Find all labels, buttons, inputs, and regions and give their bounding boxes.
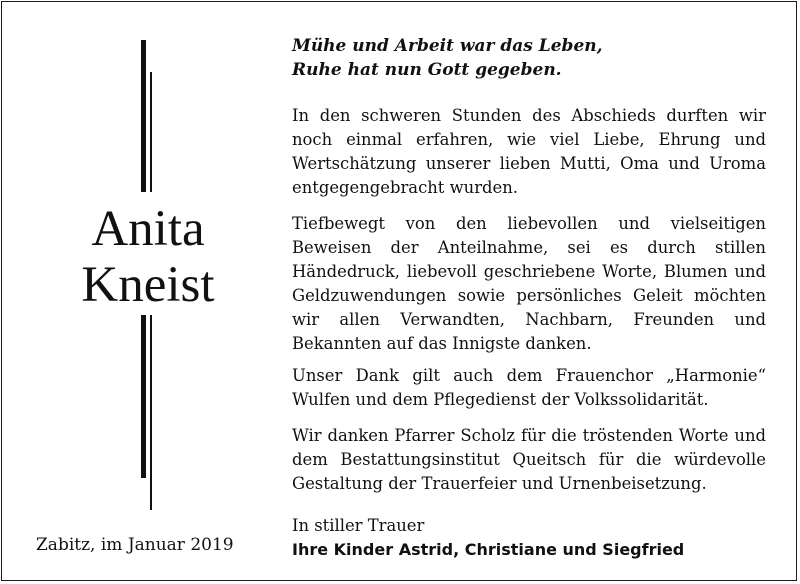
motto-verse bbox=[292, 34, 772, 82]
decorative-rule-bottom-thick bbox=[141, 315, 146, 478]
deceased-last-name: Kneist bbox=[81, 257, 215, 313]
decorative-rule-top-thin bbox=[150, 72, 152, 192]
motto-line: Mühe und Arbeit war das Leben, bbox=[292, 36, 603, 56]
decorative-rule-top-thick bbox=[141, 40, 146, 192]
thanks-paragraph: Wir danken Pfarrer Scholz für die tröstenden Worte und dem Bestattungsinstitut Queitsch für die würdevolle Gestaltung der Trauerfeier und Urnenbeisetzung. bbox=[292, 426, 766, 493]
closing-phrase: In stiller Trauer bbox=[292, 516, 425, 535]
obituary-card bbox=[1, 1, 797, 581]
thanks-paragraph: Unser Dank gilt auch dem Frauenchor „Harmonie“ Wulfen und dem Pflegedienst der Volkssolidarität. bbox=[292, 366, 766, 409]
deceased-first-name: Anita bbox=[91, 201, 205, 257]
place-and-date: Zabitz, im Januar 2019 bbox=[36, 535, 234, 555]
motto-line: Ruhe hat nun Gott gegeben. bbox=[292, 60, 562, 80]
decorative-rule-bottom-thin bbox=[150, 315, 152, 510]
thanks-paragraph: In den schweren Stunden des Abschieds durften wir noch einmal erfahren, wie viel Liebe, Ehrung und Wertschätzung unserer lieben Mutti, Oma und Uroma entgegengebracht wurden. bbox=[292, 106, 766, 197]
thanks-paragraph: Tiefbewegt von den liebevollen und vielseitigen Beweisen der Anteilnahme, sei es durch stillen Händedruck, liebevoll geschriebene Worte, Blumen und Geldzuwendungen sowie persönliches Geleit möchten wir allen Verwandten, Nachbarn, Freunden und Bekannten auf das Innigste danken. bbox=[292, 214, 766, 353]
signers: Ihre Kinder Astrid, Christiane und Siegfried bbox=[292, 540, 685, 559]
